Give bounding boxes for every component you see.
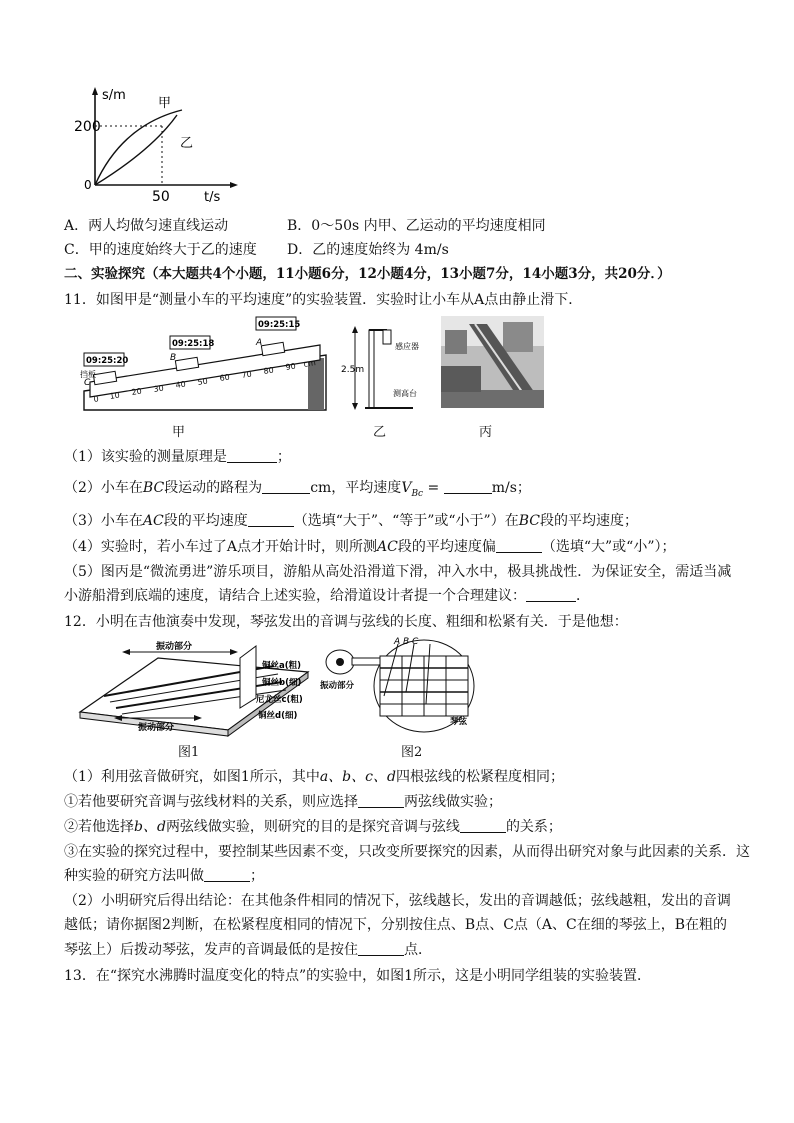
caption-fig2: 图2 [401, 745, 423, 760]
ruler-tick: 70 [240, 369, 253, 380]
abc-labels: A B C [394, 637, 419, 647]
guitar-figure [318, 636, 478, 736]
height-arrow-bottom [352, 403, 358, 410]
graph-x-arrow [230, 182, 238, 188]
vib-top-arrow-right [230, 649, 238, 655]
sensor-label: 感应器 [395, 342, 419, 351]
photo-building [503, 322, 533, 352]
ruler-tick: 0 [92, 394, 100, 404]
option-a[interactable]: A．两人均做匀速直线运动 [64, 218, 229, 234]
guitar-hole [336, 658, 344, 666]
caption-jia: 甲 [172, 425, 186, 440]
sensor-stand-figure [343, 322, 443, 414]
q11-part2: （2）小车在BC段运动的路程为 cm，平均速度$V_{Bc} = m/s$； [64, 480, 531, 499]
ruler-tick: 20 [130, 386, 143, 397]
wire-c-label: 尼龙丝c(粗) [256, 695, 303, 705]
graph-label-jia: 甲 [158, 96, 172, 111]
graph-x-tick: 50 [152, 189, 170, 205]
wire-a-label: 铜丝a(粗) [262, 661, 302, 671]
ruler-tick: 60 [218, 372, 231, 383]
point-c-label: C [84, 378, 91, 388]
answer-blank[interactable] [262, 479, 310, 494]
q12-part5a: （2）小明研究后得出结论：在其他条件相同的情况下，弦线越长，发出的音调越低；弦线越粗，发出的音调 [64, 893, 731, 909]
photo-building-2 [445, 330, 467, 354]
answer-blank[interactable] [496, 538, 542, 553]
graph-origin: 0 [84, 178, 92, 192]
stand-label: 测高台 [393, 389, 417, 398]
answer-blank[interactable] [358, 941, 404, 956]
vib-top-label: 振动部分 [156, 642, 193, 652]
graph-x-label: t/s [204, 190, 221, 205]
vib-top-arrow-left [122, 649, 130, 655]
string-board-figure [78, 638, 328, 738]
photo-trees [441, 366, 481, 392]
ruler-tick: 30 [152, 383, 165, 394]
q11-part3: （3）小车在AC段的平均速度 （选填“大于”、“等于”或“小于”）在BC段的平均速度； [64, 513, 638, 529]
q12-part5c: 琴弦上）后拨动琴弦，发声的音调最低的是按住 点． [64, 942, 432, 958]
answer-blank[interactable] [358, 793, 404, 808]
q13-stem: 13．在“探究水沸腾时温度变化的特点”的实验中，如图1所示，这是小明同学组装的实验装置． [64, 968, 652, 984]
height-label: 2.5m [341, 365, 365, 375]
graph-y-arrow [92, 87, 98, 95]
answer-blank[interactable] [248, 512, 294, 527]
answer-blank[interactable] [526, 587, 576, 602]
timer-a: 09:25:15 [258, 320, 301, 330]
q10-options-row1 [64, 216, 734, 236]
q11-part1: （1）该实验的测量原理是 ； [64, 449, 291, 465]
answer-blank[interactable] [460, 818, 506, 833]
graph-label-yi: 乙 [180, 136, 194, 151]
section-heading: 二、实验探究（本大题共4个小题，11小题6分，12小题4分，13小题7分，14小题3分，共20分．） [64, 266, 671, 282]
q11-part5a: （5）图丙是“微流勇进”游乐项目，游船从高处沿滑道下滑，冲入水中，极具挑战性．为保证安全，需适当减 [64, 564, 732, 580]
graph-curve-jia [95, 110, 182, 185]
ruler-tick: 80 [262, 365, 275, 376]
q10-options-row2 [64, 240, 734, 260]
q12-part3: ②若他选择b、d两弦线做实验，则研究的目的是探究音调与弦线 的关系； [64, 819, 562, 835]
sensor-box [383, 330, 391, 344]
q12-part2: ①若他要研究音调与弦线材料的关系，则应选择 两弦线做实验； [64, 794, 502, 810]
timer-c: 09:25:20 [86, 356, 129, 366]
vib-bottom-label: 振动部分 [138, 723, 175, 733]
guitar-neck [352, 658, 382, 665]
water-slide-photo [441, 316, 544, 408]
bridge-right [240, 646, 256, 708]
photo-water [441, 390, 544, 408]
q11-part4: （4）实验时，若小车过了A点才开始计时，则所测AC段的平均速度偏 （选填“大”或“小”）； [64, 539, 676, 555]
graph-y-label: s/m [102, 88, 126, 103]
q11-stem: 11．如图甲是“测量小车的平均速度”的实验装置．实验时让小车从A点由静止滑下． [64, 292, 583, 308]
ruler-tick: 90 [284, 361, 297, 372]
guitar-string-label: 琴弦 [450, 717, 468, 727]
option-b[interactable]: B．0～50s 内甲、乙运动的平均速度相同 [287, 218, 546, 234]
answer-blank[interactable] [444, 479, 492, 494]
caption-bing: 丙 [479, 425, 493, 440]
q12-part4a: ③在实验的探究过程中，要控制某些因素不变，只改变所要探究的因素，从而得出研究对象与此因素的关系．这 [64, 844, 750, 860]
wire-b-label: 铜丝b(细) [262, 678, 302, 688]
answer-blank[interactable] [204, 867, 250, 882]
q12-part4b: 种实验的研究方法叫做 ； [64, 868, 264, 884]
q12-part1: （1）利用弦音做研究，如图1所示，其中a、b、c、d四根弦线的松紧程度相同； [64, 769, 564, 785]
option-c[interactable]: C．甲的速度始终大于乙的速度 [64, 242, 257, 258]
height-arrow-top [352, 326, 358, 333]
ruler-tick: 40 [174, 379, 187, 390]
ruler-tick: 10 [108, 390, 121, 401]
answer-blank[interactable] [227, 448, 277, 463]
ruler-tick: 50 [196, 376, 209, 387]
q12-part5b: 越低；请你据图2判断，在松紧程度相同的情况下，分别按住点、B点、C点（A、C在细的琴弦上，B在粗的 [64, 917, 728, 933]
baffle-label: 挡板 [80, 370, 96, 379]
guitar-vib-label: 振动部分 [320, 681, 355, 691]
caption-fig1: 图1 [178, 745, 200, 760]
ramp-figure [80, 315, 330, 415]
q12-stem: 12．小明在吉他演奏中发现，琴弦发出的音调与弦线的长度、粗细和松紧有关．于是他想： [64, 614, 628, 630]
stand-pole [369, 330, 374, 408]
timer-b: 09:25:18 [172, 339, 215, 349]
graph-y-tick: 200 [74, 119, 101, 135]
ruler-unit: cm [302, 358, 317, 369]
q11-part5b: 小游船滑到底端的速度，请结合上述实验，给滑道设计者提一个合理建议： ． [64, 588, 590, 604]
wire-d-label: 铜丝d(细) [258, 711, 298, 721]
caption-yi: 乙 [373, 425, 387, 440]
point-a-label: A [256, 338, 263, 348]
distance-time-graph [74, 85, 242, 205]
point-b-label: B [170, 353, 177, 363]
option-d[interactable]: D．乙的速度始终为 4m/s [287, 242, 449, 258]
